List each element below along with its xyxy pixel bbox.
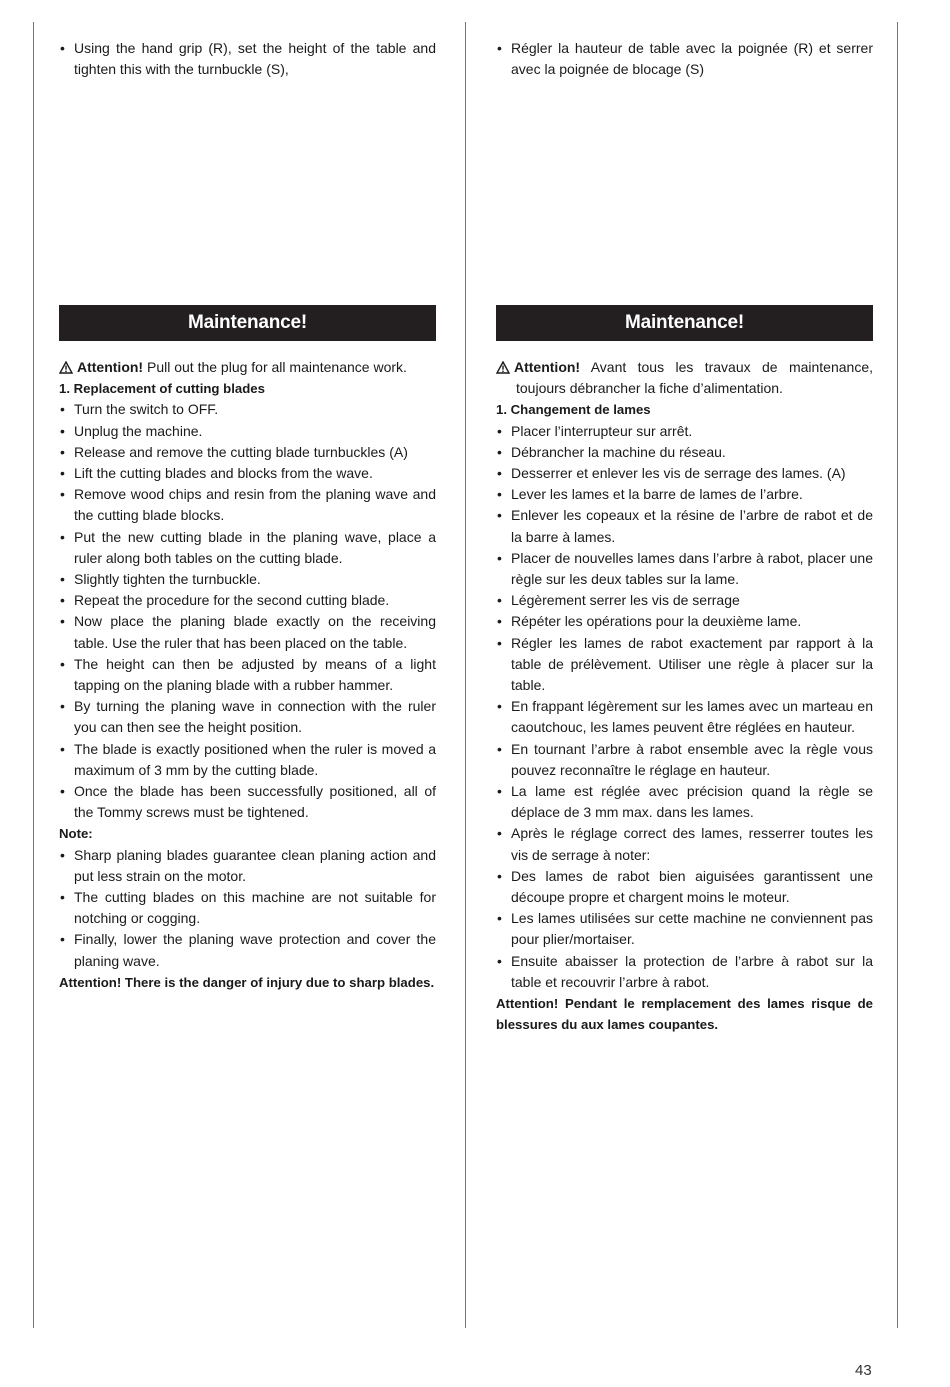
list-item: • Régler les lames de rabot exactement par rapport à la table de prélèvement. Utiliser une règle à placer sur la table. [496, 633, 873, 697]
list-item: • En tournant l’arbre à rabot ensemble avec la règle vous pouvez reconnaître le réglage en hauteur. [496, 739, 873, 781]
attention-text: Pull out the plug for all maintenance work. [146, 359, 407, 375]
right-margin-rule [897, 22, 898, 1328]
list-item: • Débrancher la machine du réseau. [496, 442, 873, 463]
attention-label: Attention! [77, 359, 144, 375]
list-item: • Les lames utilisées sur cette machine ne conviennent pas pour plier/mortaiser. [496, 908, 873, 950]
list-item: • Desserrer et enlever les vis de serrage des lames. (A) [496, 463, 873, 484]
page-number: 43 [855, 1362, 872, 1379]
list-item: • The blade is exactly positioned when the ruler is moved a maximum of 3 mm by the cutting blade. [59, 739, 436, 781]
steps-list [496, 421, 873, 993]
center-column-rule [465, 22, 466, 1328]
list-item: • Répéter les opérations pour la deuxième lame. [496, 611, 873, 632]
attention-text: Avant tous les travaux de maintenance, [590, 359, 874, 375]
note-label: Note: [59, 826, 93, 842]
maintenance-section [59, 305, 436, 993]
list-item: • Ensuite abaisser la protection de l’arbre à rabot sur la table et recouvrir l’arbre à rabot. [496, 951, 873, 993]
list-item: • Turn the switch to OFF. [59, 399, 436, 420]
list-item: • Remove wood chips and resin from the planing wave and the cutting blade blocks. [59, 484, 436, 526]
list-item: • By turning the planing wave in connection with the ruler you can then see the height position. [59, 696, 436, 738]
steps-list [59, 399, 436, 823]
list-item: • Des lames de rabot bien aiguisées garantissent une découpe propre et chargent moins le moteur. [496, 866, 873, 908]
list-item: • Finally, lower the planing wave protection and cover the planing wave. [59, 929, 436, 971]
final-warning: Attention! There is the danger of injury due to sharp blades. [59, 974, 435, 990]
attention-text-continued: toujours débrancher la fiche d’alimentation. [516, 380, 783, 397]
warning-triangle-icon [496, 361, 510, 374]
intro-bullet [496, 38, 873, 80]
list-item: • Once the blade has been successfully positioned, all of the Tommy screws must be tightened. [59, 781, 436, 823]
list-item: • Placer l’interrupteur sur arrêt. [496, 421, 873, 442]
attention-line [59, 357, 436, 378]
intro-text: • Using the hand grip (R), set the height of the table and tighten this with the turnbuckle (S), [59, 38, 436, 80]
list-item: • The cutting blades on this machine are not suitable for notching or cogging. [59, 887, 436, 929]
list-item: • Sharp planing blades guarantee clean planing action and put less strain on the motor. [59, 845, 436, 887]
attention-line [496, 357, 873, 399]
list-item: • Now place the planing blade exactly on the receiving table. Use the ruler that has been placed on the table. [59, 611, 436, 653]
list-item: • Placer de nouvelles lames dans l’arbre à rabot, placer une règle sur les deux tables sur la lame. [496, 548, 873, 590]
list-item: • Après le réglage correct des lames, resserrer toutes les vis de serrage à noter: [496, 823, 873, 865]
list-item: • En frappant légèrement sur les lames avec un marteau en caoutchouc, les lames peuvent être réglées en hauteur. [496, 696, 873, 738]
list-item: • The height can then be adjusted by means of a light tapping on the planing blade with a rubber hammer. [59, 654, 436, 696]
final-warning: Attention! Pendant le remplacement des lames risque de blessures du aux lames coupantes. [496, 996, 873, 1033]
list-item: • Repeat the procedure for the second cutting blade. [59, 590, 436, 611]
notes-list [59, 845, 436, 972]
maintenance-section [496, 305, 873, 1036]
list-item: • Put the new cutting blade in the planing wave, place a ruler along both tables on the cutting blade. [59, 527, 436, 569]
list-item: • Légèrement serrer les vis de serrage [496, 590, 873, 611]
left-margin-rule [33, 22, 34, 1328]
list-item: • Unplug the machine. [59, 421, 436, 442]
intro-text: • Régler la hauteur de table avec la poignée (R) et serrer avec la poignée de blocage (S) [496, 38, 873, 80]
list-item: • Release and remove the cutting blade turnbuckles (A) [59, 442, 436, 463]
section-heading: 1. Changement de lames [496, 402, 651, 418]
attention-label: Attention! [514, 359, 581, 375]
intro-bullet [59, 38, 436, 80]
list-item: • Lift the cutting blades and blocks from the wave. [59, 463, 436, 484]
list-item: • Enlever les copeaux et la résine de l’arbre de rabot et de la barre à lames. [496, 505, 873, 547]
list-item: • La lame est réglée avec précision quand la règle se déplace de 3 mm max. dans les lames. [496, 781, 873, 823]
maintenance-banner: Maintenance! [496, 305, 873, 341]
list-item: • Slightly tighten the turnbuckle. [59, 569, 436, 590]
section-heading: 1. Replacement of cutting blades [59, 381, 265, 397]
maintenance-banner: Maintenance! [59, 305, 436, 341]
list-item: • Lever les lames et la barre de lames de l’arbre. [496, 484, 873, 505]
warning-triangle-icon [59, 361, 73, 374]
